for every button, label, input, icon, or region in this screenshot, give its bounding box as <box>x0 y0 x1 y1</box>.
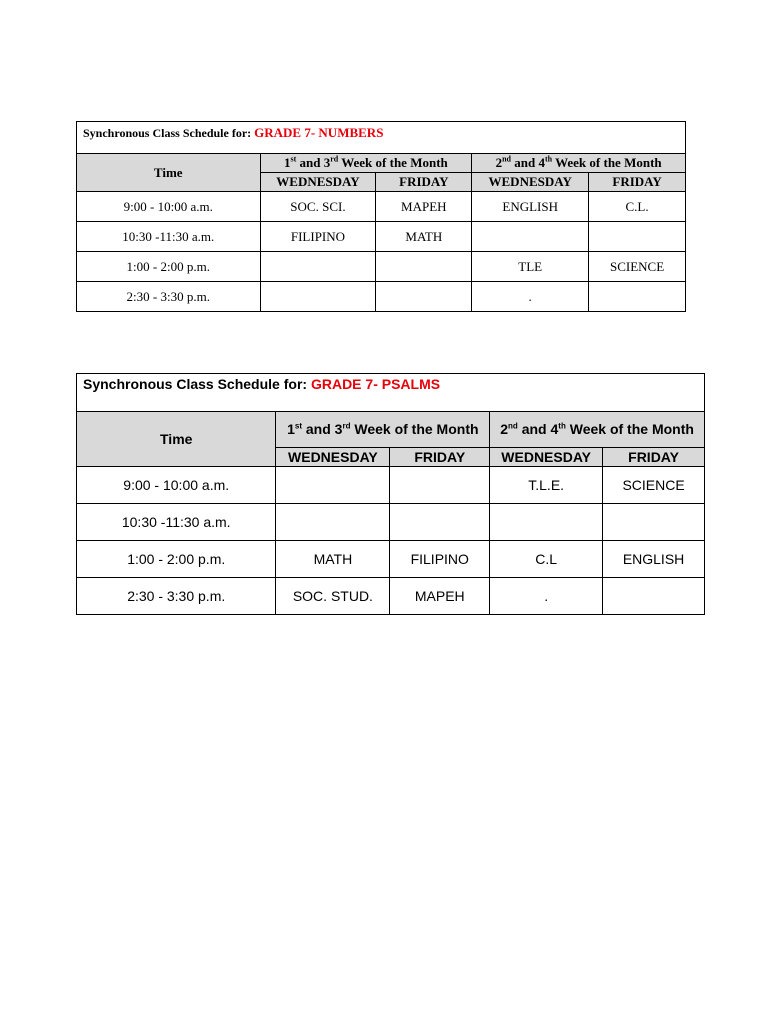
table-row <box>77 578 705 615</box>
subject-cell <box>603 504 705 541</box>
subject-cell: ENGLISH <box>603 541 705 578</box>
subject-cell: C.L <box>490 541 603 578</box>
subject-cell <box>390 504 490 541</box>
time-column-header: Time <box>77 412 276 467</box>
table-row <box>77 252 686 282</box>
time-cell: 2:30 - 3:30 p.m. <box>77 282 261 312</box>
subject-cell: SOC. STUD. <box>276 578 390 615</box>
subject-cell <box>260 282 376 312</box>
day-header: WEDNESDAY <box>276 448 390 467</box>
time-cell: 2:30 - 3:30 p.m. <box>77 578 276 615</box>
table-row <box>77 504 705 541</box>
table-row <box>77 222 686 252</box>
day-header: WEDNESDAY <box>472 173 589 192</box>
table-row <box>77 192 686 222</box>
week-2-4-header: 2nd and 4th Week of the Month <box>490 412 705 448</box>
subject-cell: MAPEH <box>376 192 472 222</box>
subject-cell: ENGLISH <box>472 192 589 222</box>
subject-cell: . <box>490 578 603 615</box>
week-1-3-header: 1st and 3rd Week of the Month <box>276 412 490 448</box>
time-cell: 1:00 - 2:00 p.m. <box>77 252 261 282</box>
schedule-table-psalms <box>76 373 705 615</box>
time-cell: 9:00 - 10:00 a.m. <box>77 192 261 222</box>
subject-cell <box>260 252 376 282</box>
time-column-header: Time <box>77 154 261 192</box>
subject-cell: MAPEH <box>390 578 490 615</box>
day-header: FRIDAY <box>390 448 490 467</box>
subject-cell: C.L. <box>589 192 686 222</box>
subject-cell: FILIPINO <box>260 222 376 252</box>
subject-cell <box>490 504 603 541</box>
subject-cell: FILIPINO <box>390 541 490 578</box>
subject-cell <box>276 467 390 504</box>
subject-cell: SCIENCE <box>589 252 686 282</box>
time-cell: 10:30 -11:30 a.m. <box>77 504 276 541</box>
schedule-table-numbers <box>76 121 686 312</box>
time-cell: 10:30 -11:30 a.m. <box>77 222 261 252</box>
subject-cell: . <box>472 282 589 312</box>
grade-section-name: GRADE 7- PSALMS <box>310 376 441 392</box>
day-header: WEDNESDAY <box>260 173 376 192</box>
caption-label: Synchronous Class Schedule for: <box>83 376 308 392</box>
subject-cell <box>276 504 390 541</box>
week-1-3-header: 1st and 3rd Week of the Month <box>260 154 472 173</box>
subject-cell: SCIENCE <box>603 467 705 504</box>
subject-cell: MATH <box>276 541 390 578</box>
day-header: FRIDAY <box>376 173 472 192</box>
table-row <box>77 541 705 578</box>
subject-cell <box>589 222 686 252</box>
subject-cell <box>603 578 705 615</box>
caption-label: Synchronous Class Schedule for: <box>83 126 252 140</box>
schedule-caption <box>77 374 705 412</box>
table-row <box>77 282 686 312</box>
week-2-4-header: 2nd and 4th Week of the Month <box>472 154 686 173</box>
subject-cell: TLE <box>472 252 589 282</box>
grade-section-name: GRADE 7- NUMBERS <box>254 125 384 140</box>
time-cell: 1:00 - 2:00 p.m. <box>77 541 276 578</box>
subject-cell: T.L.E. <box>490 467 603 504</box>
day-header: FRIDAY <box>589 173 686 192</box>
subject-cell <box>376 282 472 312</box>
subject-cell: SOC. SCI. <box>260 192 376 222</box>
subject-cell <box>390 467 490 504</box>
table-row <box>77 467 705 504</box>
subject-cell <box>376 252 472 282</box>
day-header: FRIDAY <box>603 448 705 467</box>
subject-cell: MATH <box>376 222 472 252</box>
schedule-caption <box>77 122 686 154</box>
subject-cell <box>472 222 589 252</box>
time-cell: 9:00 - 10:00 a.m. <box>77 467 276 504</box>
subject-cell <box>589 282 686 312</box>
day-header: WEDNESDAY <box>490 448 603 467</box>
